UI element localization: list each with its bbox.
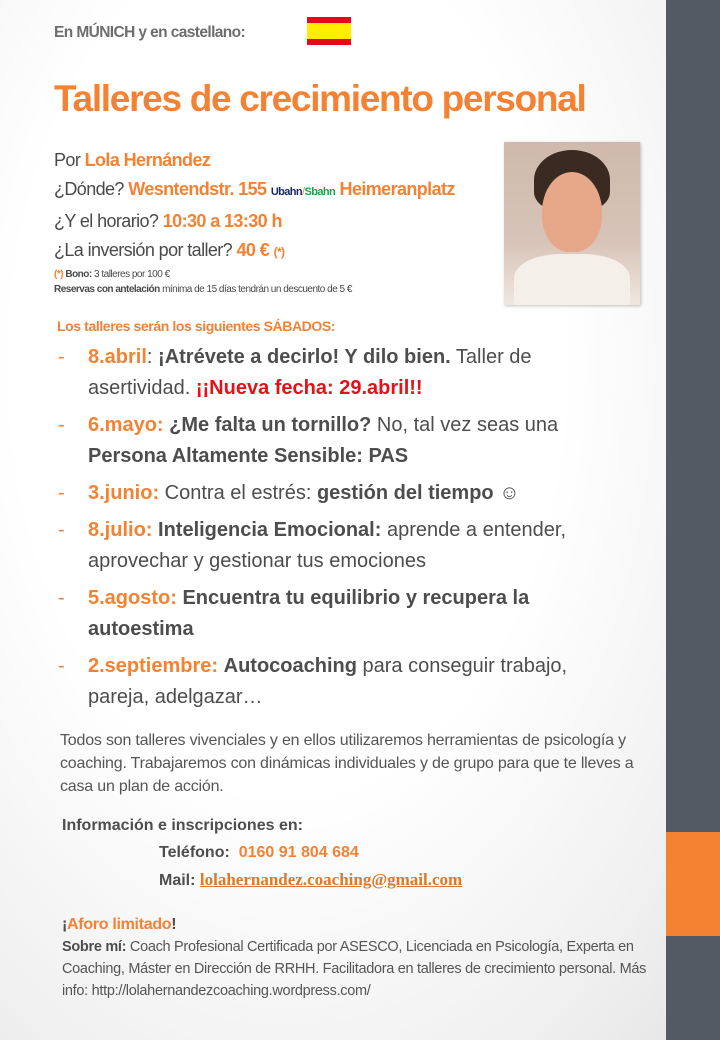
sbahn-label: Sbahn <box>304 186 336 198</box>
station: Heimeranplatz <box>339 179 455 199</box>
list-item: - 3.junio: Contra el estrés: gestión del tiempo ☺ <box>58 482 520 504</box>
page-title: Talleres de crecimiento personal <box>54 78 586 119</box>
contact-block <box>62 812 462 894</box>
email-link[interactable]: lolahernandez.coaching@gmail.com <box>199 870 463 889</box>
list-item: - 6.mayo: ¿Me falta un tornillo? No, tal vez seas una Persona Altamente Sensible: PAS <box>58 414 559 467</box>
footer <box>62 914 662 1002</box>
event-details <box>54 146 455 297</box>
new-date-highlight: ¡¡Nueva fecha: 29.abril!! <box>195 377 423 399</box>
workshops-heading: Los talleres serán los siguientes SÁBADOS: <box>57 318 336 334</box>
author-line: Por Lola Hernández <box>54 150 211 170</box>
phone-number: 0160 91 804 684 <box>238 844 359 861</box>
workshop-list <box>58 342 618 719</box>
list-item: - 5.agosto: Encuentra tu equilibrio y recupera la autoestima <box>58 587 530 640</box>
contact-heading: Información e inscripciones en: <box>62 817 303 834</box>
phone-line: Teléfono: 0160 91 804 684 <box>159 844 359 861</box>
description: Todos son talleres vivenciales y en ellos utilizaremos herramientas de psicología y coaching. Trabajaremos con dinámicas individuales y de grupo para que te lleves a casa un plan de acción. <box>60 732 634 795</box>
author-name: Lola Hernández <box>84 150 211 170</box>
pretitle: En MÚNICH y en castellano: <box>54 24 246 41</box>
price-line: ¿La inversión por taller? 40 € (*) <box>54 240 285 260</box>
limited-capacity: ¡Aforo limitado! <box>62 916 177 933</box>
spain-flag-icon <box>307 17 351 45</box>
reservation-note: Reservas con antelación mínima de 15 días tendrán un descuento de 5 € <box>54 284 352 295</box>
side-accent-block <box>666 832 720 936</box>
author-photo <box>504 142 640 305</box>
side-decoration-bar <box>666 0 720 1040</box>
list-item: - 2.septiembre: Autocoaching para conseguir trabajo, pareja, adelgazar… <box>58 655 568 708</box>
bono-note: (*) Bono: 3 talleres por 100 € <box>54 269 170 280</box>
mail-line: Mail: lolahernandez.coaching@gmail.com <box>159 870 463 889</box>
ubahn-label: Ubahn <box>270 186 303 198</box>
list-item: - 8.julio: Inteligencia Emocional: aprende a entender, aprovechar y gestionar tus emociones <box>58 519 567 572</box>
location-line: ¿Dónde? Wesntendstr. 155 Ubahn/Sbahn Heimeranplatz <box>54 179 455 199</box>
schedule: 10:30 a 13:30 h <box>162 211 282 231</box>
price: 40 € <box>236 240 270 260</box>
smiley-icon: ☺ <box>493 482 520 504</box>
list-item: - 8.abril: ¡Atrévete a decirlo! Y dilo bien. Taller de asertividad. ¡¡Nueva fecha: 29.abril!! <box>58 346 532 399</box>
about-me: Sobre mí: Coach Profesional Certificada por ASESCO, Licenciada en Psicología, Experta en Coaching, Máster en Dirección de RRHH. Facilitadora en talleres de crecimiento personal. Más info: http://lolahernandezcoaching.wordpress.com/ <box>62 939 647 999</box>
address: Wesntendstr. 155 <box>128 179 267 199</box>
schedule-line: ¿Y el horario? 10:30 a 13:30 h <box>54 211 282 231</box>
